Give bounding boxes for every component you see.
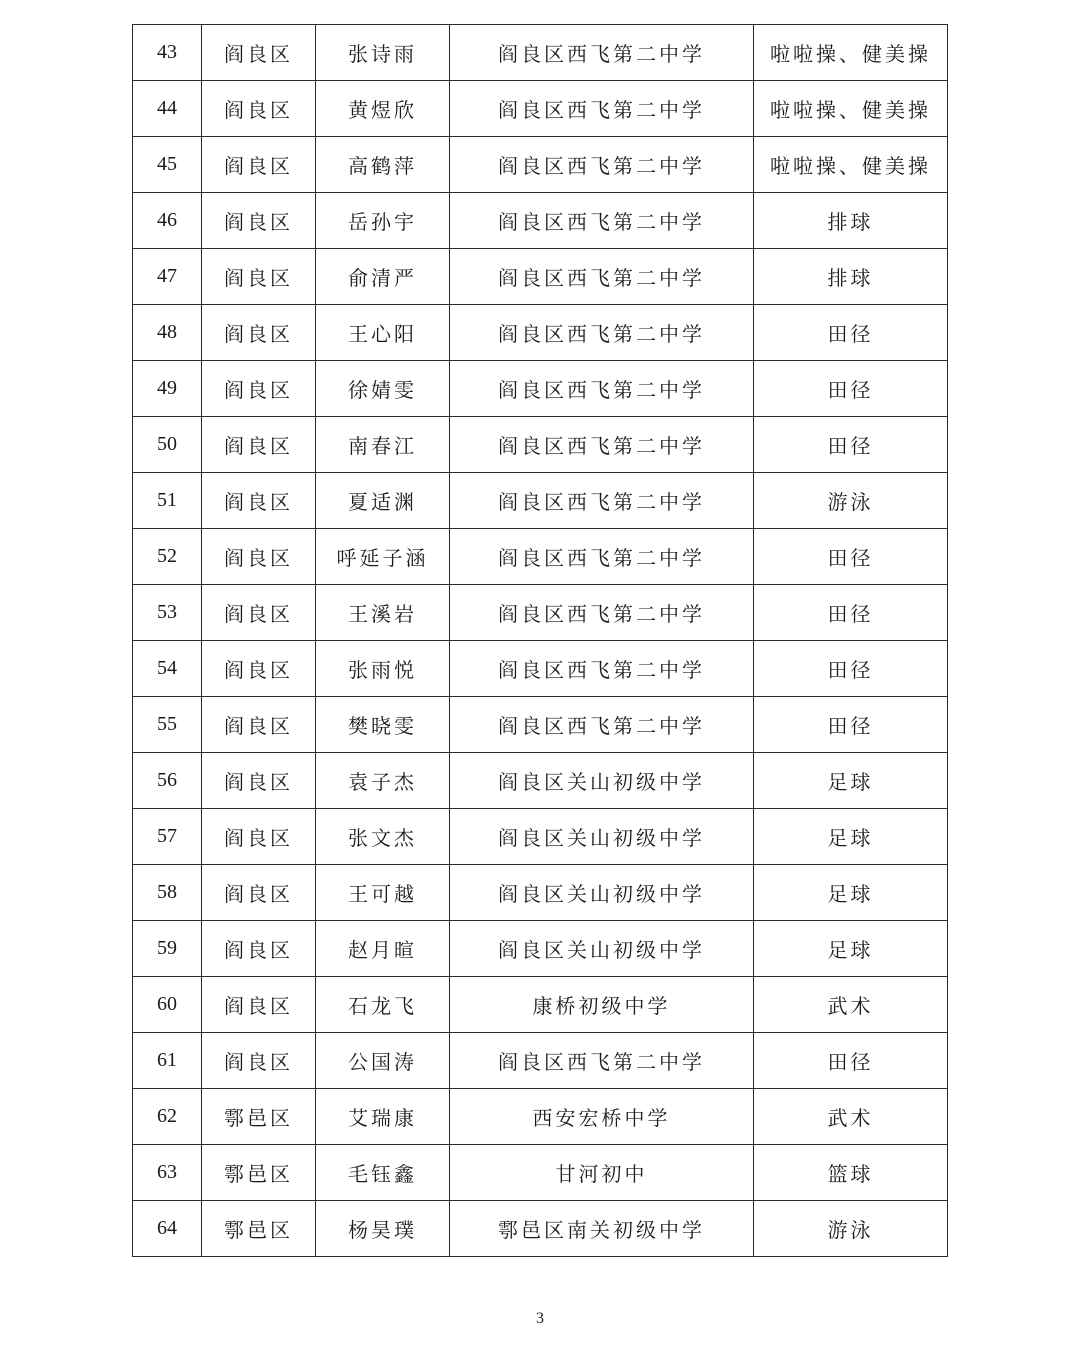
row-number: 44 <box>133 81 202 137</box>
school-cell: 康桥初级中学 <box>450 977 754 1033</box>
row-number: 56 <box>133 753 202 809</box>
district-cell: 阎良区 <box>202 305 316 361</box>
school-cell: 西安宏桥中学 <box>450 1089 754 1145</box>
district-cell: 阎良区 <box>202 753 316 809</box>
student-name-cell: 王可越 <box>316 865 450 921</box>
student-name-cell: 徐婧雯 <box>316 361 450 417</box>
student-name-cell: 王溪岩 <box>316 585 450 641</box>
sport-cell: 田径 <box>754 697 948 753</box>
district-cell: 鄠邑区 <box>202 1145 316 1201</box>
table-row <box>133 193 948 249</box>
school-cell: 阎良区西飞第二中学 <box>450 193 754 249</box>
student-name-cell: 公国涛 <box>316 1033 450 1089</box>
sport-cell: 排球 <box>754 249 948 305</box>
row-number: 54 <box>133 641 202 697</box>
table-row <box>133 473 948 529</box>
school-cell: 阎良区关山初级中学 <box>450 865 754 921</box>
district-cell: 阎良区 <box>202 977 316 1033</box>
table-row <box>133 865 948 921</box>
sport-cell: 足球 <box>754 753 948 809</box>
district-cell: 阎良区 <box>202 697 316 753</box>
student-name-cell: 王心阳 <box>316 305 450 361</box>
school-cell: 鄠邑区南关初级中学 <box>450 1201 754 1257</box>
district-cell: 阎良区 <box>202 473 316 529</box>
district-cell: 阎良区 <box>202 361 316 417</box>
row-number: 63 <box>133 1145 202 1201</box>
student-name-cell: 石龙飞 <box>316 977 450 1033</box>
table-row <box>133 137 948 193</box>
district-cell: 阎良区 <box>202 865 316 921</box>
district-cell: 阎良区 <box>202 641 316 697</box>
table-row <box>133 1145 948 1201</box>
district-cell: 阎良区 <box>202 81 316 137</box>
row-number: 61 <box>133 1033 202 1089</box>
roster-table <box>132 24 948 1257</box>
row-number: 49 <box>133 361 202 417</box>
table-row <box>133 1201 948 1257</box>
page-number: 3 <box>536 1310 544 1327</box>
table-row <box>133 921 948 977</box>
table-row <box>133 641 948 697</box>
student-name-cell: 俞清严 <box>316 249 450 305</box>
district-cell: 阎良区 <box>202 137 316 193</box>
sport-cell: 啦啦操、健美操 <box>754 137 948 193</box>
sport-cell: 足球 <box>754 809 948 865</box>
sport-cell: 游泳 <box>754 473 948 529</box>
student-name-cell: 张文杰 <box>316 809 450 865</box>
student-name-cell: 袁子杰 <box>316 753 450 809</box>
sport-cell: 游泳 <box>754 1201 948 1257</box>
district-cell: 鄠邑区 <box>202 1201 316 1257</box>
school-cell: 阎良区西飞第二中学 <box>450 473 754 529</box>
row-number: 53 <box>133 585 202 641</box>
row-number: 47 <box>133 249 202 305</box>
row-number: 60 <box>133 977 202 1033</box>
sport-cell: 田径 <box>754 417 948 473</box>
student-name-cell: 呼延子涵 <box>316 529 450 585</box>
school-cell: 阎良区西飞第二中学 <box>450 137 754 193</box>
table-row <box>133 753 948 809</box>
school-cell: 阎良区西飞第二中学 <box>450 529 754 585</box>
district-cell: 阎良区 <box>202 1033 316 1089</box>
sport-cell: 田径 <box>754 361 948 417</box>
sport-cell: 啦啦操、健美操 <box>754 25 948 81</box>
sport-cell: 啦啦操、健美操 <box>754 81 948 137</box>
sport-cell: 田径 <box>754 641 948 697</box>
sport-cell: 排球 <box>754 193 948 249</box>
school-cell: 阎良区西飞第二中学 <box>450 81 754 137</box>
row-number: 51 <box>133 473 202 529</box>
table-row <box>133 249 948 305</box>
sport-cell: 武术 <box>754 977 948 1033</box>
row-number: 52 <box>133 529 202 585</box>
student-name-cell: 艾瑞康 <box>316 1089 450 1145</box>
sport-cell: 田径 <box>754 585 948 641</box>
sport-cell: 篮球 <box>754 1145 948 1201</box>
school-cell: 阎良区西飞第二中学 <box>450 1033 754 1089</box>
table-row <box>133 697 948 753</box>
student-name-cell: 高鹤萍 <box>316 137 450 193</box>
student-name-cell: 毛钰鑫 <box>316 1145 450 1201</box>
table-row <box>133 417 948 473</box>
row-number: 46 <box>133 193 202 249</box>
student-name-cell: 赵月暄 <box>316 921 450 977</box>
table-row <box>133 1089 948 1145</box>
table-row <box>133 305 948 361</box>
school-cell: 阎良区西飞第二中学 <box>450 305 754 361</box>
roster-table-body <box>133 25 948 1257</box>
table-row <box>133 585 948 641</box>
table-row <box>133 81 948 137</box>
row-number: 57 <box>133 809 202 865</box>
district-cell: 阎良区 <box>202 921 316 977</box>
district-cell: 阎良区 <box>202 193 316 249</box>
district-cell: 阎良区 <box>202 25 316 81</box>
district-cell: 阎良区 <box>202 529 316 585</box>
school-cell: 阎良区西飞第二中学 <box>450 249 754 305</box>
row-number: 50 <box>133 417 202 473</box>
row-number: 64 <box>133 1201 202 1257</box>
student-name-cell: 张雨悦 <box>316 641 450 697</box>
sport-cell: 田径 <box>754 529 948 585</box>
row-number: 62 <box>133 1089 202 1145</box>
student-name-cell: 杨昊璞 <box>316 1201 450 1257</box>
table-row <box>133 25 948 81</box>
table-row <box>133 809 948 865</box>
row-number: 48 <box>133 305 202 361</box>
student-name-cell: 南春江 <box>316 417 450 473</box>
school-cell: 阎良区关山初级中学 <box>450 753 754 809</box>
row-number: 43 <box>133 25 202 81</box>
student-name-cell: 张诗雨 <box>316 25 450 81</box>
table-row <box>133 361 948 417</box>
table-row <box>133 529 948 585</box>
sport-cell: 足球 <box>754 865 948 921</box>
school-cell: 阎良区西飞第二中学 <box>450 585 754 641</box>
school-cell: 阎良区西飞第二中学 <box>450 641 754 697</box>
district-cell: 阎良区 <box>202 809 316 865</box>
school-cell: 阎良区关山初级中学 <box>450 809 754 865</box>
row-number: 58 <box>133 865 202 921</box>
student-name-cell: 樊晓雯 <box>316 697 450 753</box>
table-row <box>133 977 948 1033</box>
school-cell: 阎良区西飞第二中学 <box>450 417 754 473</box>
student-name-cell: 岳孙宇 <box>316 193 450 249</box>
row-number: 59 <box>133 921 202 977</box>
row-number: 45 <box>133 137 202 193</box>
school-cell: 甘河初中 <box>450 1145 754 1201</box>
district-cell: 阎良区 <box>202 417 316 473</box>
sport-cell: 田径 <box>754 305 948 361</box>
district-cell: 鄠邑区 <box>202 1089 316 1145</box>
district-cell: 阎良区 <box>202 585 316 641</box>
row-number: 55 <box>133 697 202 753</box>
school-cell: 阎良区西飞第二中学 <box>450 361 754 417</box>
student-name-cell: 夏适渊 <box>316 473 450 529</box>
school-cell: 阎良区西飞第二中学 <box>450 697 754 753</box>
school-cell: 阎良区西飞第二中学 <box>450 25 754 81</box>
sport-cell: 武术 <box>754 1089 948 1145</box>
student-name-cell: 黄煜欣 <box>316 81 450 137</box>
district-cell: 阎良区 <box>202 249 316 305</box>
sport-cell: 足球 <box>754 921 948 977</box>
sport-cell: 田径 <box>754 1033 948 1089</box>
table-row <box>133 1033 948 1089</box>
school-cell: 阎良区关山初级中学 <box>450 921 754 977</box>
